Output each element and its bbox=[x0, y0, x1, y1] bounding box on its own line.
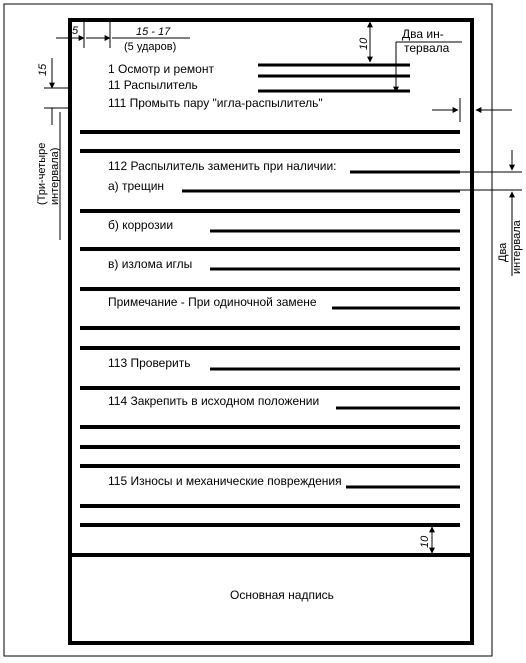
text-offset-value: 15 - 17 bbox=[136, 26, 171, 38]
line-item-114: 114 Закрепить в исходном положении bbox=[108, 394, 320, 408]
line-item-112: 112 Распылитель заменить при наличии: bbox=[108, 159, 337, 173]
two-intervals-side-line2: интервала bbox=[511, 220, 523, 274]
indent-value: 5 bbox=[72, 25, 79, 37]
indent-dimension bbox=[56, 22, 100, 48]
top-gap-value: 10 bbox=[358, 37, 370, 50]
line-item-115: 115 Износы и механические повреждения bbox=[108, 474, 342, 488]
line-item-1: 1 Осмотр и ремонт bbox=[108, 62, 214, 76]
left-margin-dimension bbox=[37, 58, 68, 125]
line-item-11: 11 Распылитель bbox=[108, 78, 198, 92]
left-margin-value: 15 bbox=[37, 63, 49, 76]
bottom-gap-dimension bbox=[419, 527, 432, 553]
line-item-113: 113 Проверить bbox=[108, 356, 191, 370]
three-four-line1: (Три-четыре bbox=[36, 142, 48, 205]
line-item-a: а) трещин bbox=[108, 179, 165, 193]
line-item-note: Примечание - При одиночной замене bbox=[108, 295, 317, 309]
line-item-v: в) излома иглы bbox=[108, 257, 193, 271]
three-four-intervals-note bbox=[36, 112, 61, 240]
line-item-111: 111 Промыть пару "игла-распылитель" bbox=[108, 96, 323, 110]
two-intervals-top-line2: тервала bbox=[404, 41, 450, 55]
line-item-b: б) коррозии bbox=[108, 218, 174, 232]
top-gap-dimension bbox=[358, 22, 370, 62]
three-four-line2: интервала) bbox=[49, 147, 61, 205]
two-intervals-top-note bbox=[396, 27, 462, 92]
text-offset-note: (5 ударов) bbox=[124, 41, 177, 53]
text-offset-dimension bbox=[86, 22, 190, 53]
title-block-label: Основная надпись bbox=[230, 588, 334, 602]
bottom-gap-value: 10 bbox=[419, 535, 431, 548]
two-intervals-side-line1: Два bbox=[497, 242, 509, 262]
two-intervals-top-line1: Два ин- bbox=[402, 27, 444, 41]
page-frame bbox=[70, 20, 472, 643]
